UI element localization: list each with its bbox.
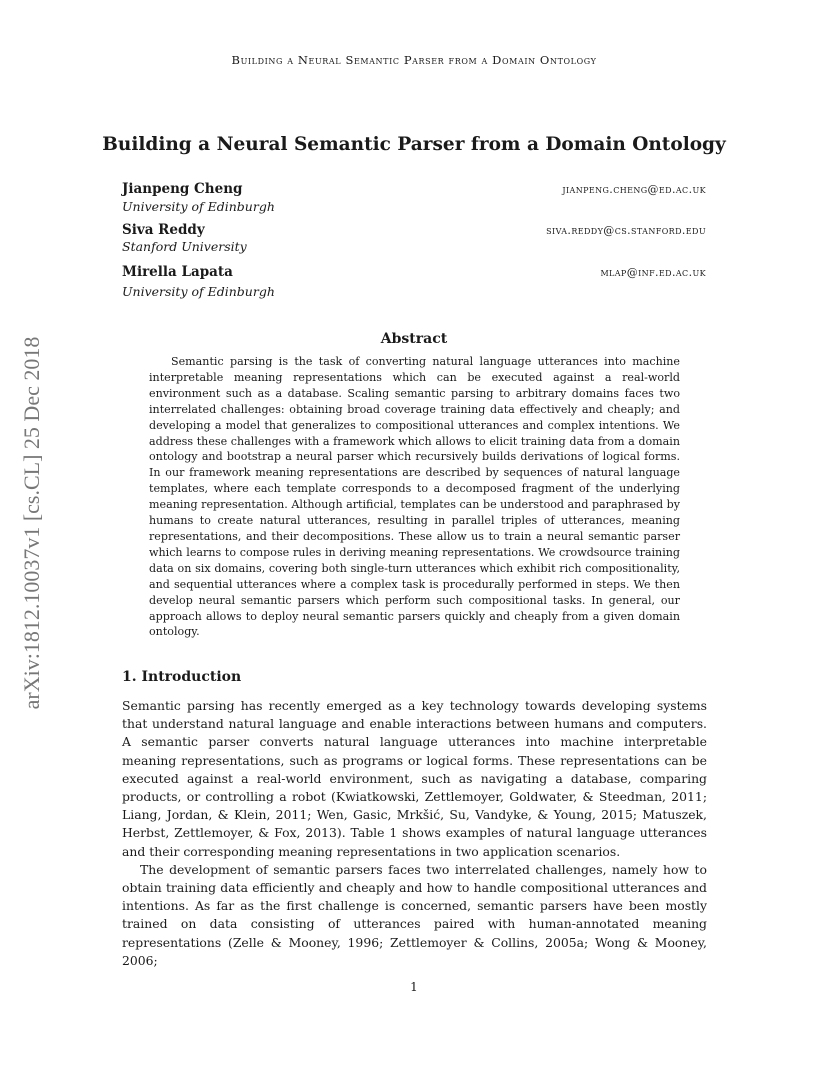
- abstract-heading: Abstract: [380, 331, 448, 347]
- section-heading-introduction: 1. Introduction: [122, 669, 242, 685]
- intro-paragraph-1: Semantic parsing has recently emerged as a key technology towards developing systems that understand natural language and enable interactions between humans and computers. A semantic parser converts natural language utterances into machine interpretable meaning representations, such as programs or logical forms. These representations can be executed against a real-world environment, such as navigating a database, comparing products, or controlling a robot (Kwiatkowski, Zettlemoyer, Goldwater, & Steedman, 2011; Liang, Jordan, & Klein, 2011; Wen, Gasic, Mrkšić, Su, Vandyke, & Young, 2015; Matuszek, Herbst, Zettlemoyer, & Fox, 2013). Table 1 shows examples of natural language utterances and their corresponding meaning representations in two application scenarios.: [122, 698, 707, 859]
- author-email-2: siva.reddy@cs.stanford.edu: [546, 224, 706, 237]
- author-name-3: Mirella Lapata: [122, 264, 233, 280]
- author-affiliation-3: University of Edinburgh: [122, 284, 275, 299]
- abstract-text: Semantic parsing is the task of converting natural language utterances into machine interpretable meaning representations which can be executed against a real-world environment such as a database. Scaling semantic parsing to arbitrary domains faces two interrelated challenges: obtaining broad coverage training data effectively and cheaply; and developing a model that generalizes to compositional utterances and complex intentions. We address these challenges with a framework which allows to elicit training data from a domain ontology and bootstrap a neural parser which recursively builds derivations of logical forms. In our framework meaning representations are described by sequences of natural language templates, where each template corresponds to a decomposed fragment of the underlying meaning representation. Although artificial, templates can be understood and paraphrased by humans to create natural utterances, resulting in parallel triples of utterances, meaning representations, and their decompositions. These allow us to train a neural semantic parser which learns to compose rules in deriving meaning representations. We crowdsource training data on six domains, covering both single-turn utterances which exhibit rich compositionality, and sequential utterances where a complex task is procedurally performed in steps. We then develop neural semantic parsers which perform such compositional tasks. In general, our approach allows to deploy neural semantic parsers quickly and cheaply from a given domain ontology.: [149, 355, 680, 639]
- paper-title: Building a Neural Semantic Parser from a Domain Ontology: [102, 134, 726, 155]
- running-head: Building a Neural Semantic Parser from a Domain Ontology: [231, 53, 597, 67]
- author-email-3: mlap@inf.ed.ac.uk: [600, 266, 706, 279]
- author-affiliation-2: Stanford University: [122, 239, 247, 254]
- author-email-1: jianpeng.cheng@ed.ac.uk: [562, 183, 706, 196]
- page-number: 1: [410, 980, 418, 994]
- arxiv-stamp: [20, 288, 44, 758]
- arxiv-stamp-text: arXiv:1812.10037v1 [cs.CL] 25 Dec 2018: [19, 336, 44, 710]
- intro-paragraph-2: The development of semantic parsers faces two interrelated challenges, namely how to obtain training data efficiently and cheaply and how to handle compositional utterances and intentions. As far as the first challenge is concerned, semantic parsers have been mostly trained on data consisting of utterances paired with human-annotated meaning representations (Zelle & Mooney, 1996; Zettlemoyer & Collins, 2005a; Wong & Mooney, 2006;: [122, 861, 707, 968]
- introduction-body: [122, 697, 707, 970]
- author-affiliation-1: University of Edinburgh: [122, 199, 275, 214]
- author-name-2: Siva Reddy: [122, 222, 205, 238]
- author-name-1: Jianpeng Cheng: [122, 181, 243, 197]
